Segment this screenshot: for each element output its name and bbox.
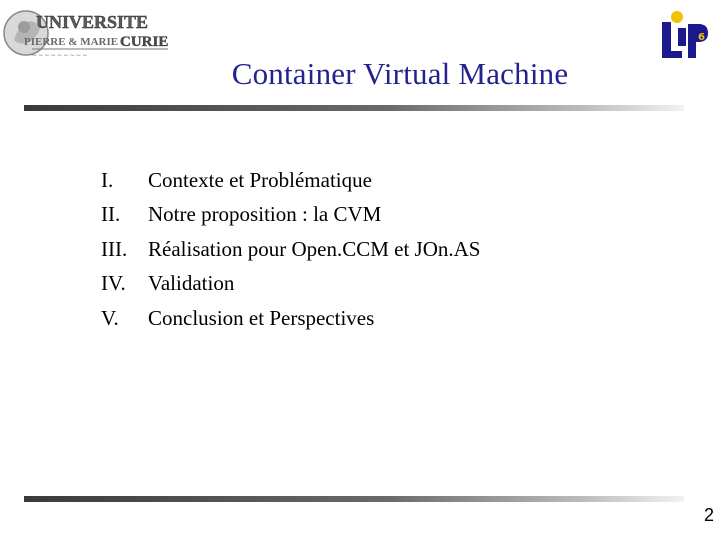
outline-text: Validation (148, 271, 235, 296)
outline-item (101, 232, 480, 267)
outline-number: I. (101, 167, 114, 192)
outline-text: Contexte et Problématique (148, 167, 372, 192)
outline-text: Conclusion et Perspectives (148, 305, 375, 330)
university-logo (2, 2, 172, 64)
svg-text:UNIVERSITE: UNIVERSITE (36, 12, 149, 32)
outline-item (101, 301, 480, 336)
svg-text:PIERRE & MARIE: PIERRE & MARIE (24, 36, 119, 48)
title-divider (24, 105, 684, 111)
outline-number: V. (101, 305, 119, 330)
svg-text:CURIE: CURIE (120, 34, 169, 50)
outline-text: Notre proposition : la CVM (148, 202, 382, 227)
outline-item (101, 163, 480, 198)
outline-item (101, 267, 480, 302)
svg-text:6: 6 (698, 32, 705, 43)
outline-number: II. (101, 202, 121, 227)
page-number: 2 (703, 505, 714, 525)
outline-item (101, 198, 480, 233)
outline-number: III. (101, 236, 128, 261)
slide-title: Container Virtual Machine (231, 56, 569, 91)
outline-number: IV. (101, 271, 126, 296)
footer-divider (24, 496, 684, 502)
outline-list (101, 163, 480, 336)
outline-text: Réalisation pour Open.CCM et JOn.AS (148, 236, 481, 261)
svg-text:~ ~ ~ ~ ~ ~ ~ ~ ~: ~ ~ ~ ~ ~ ~ ~ ~ ~ (32, 51, 87, 60)
lip6-logo (658, 8, 708, 60)
